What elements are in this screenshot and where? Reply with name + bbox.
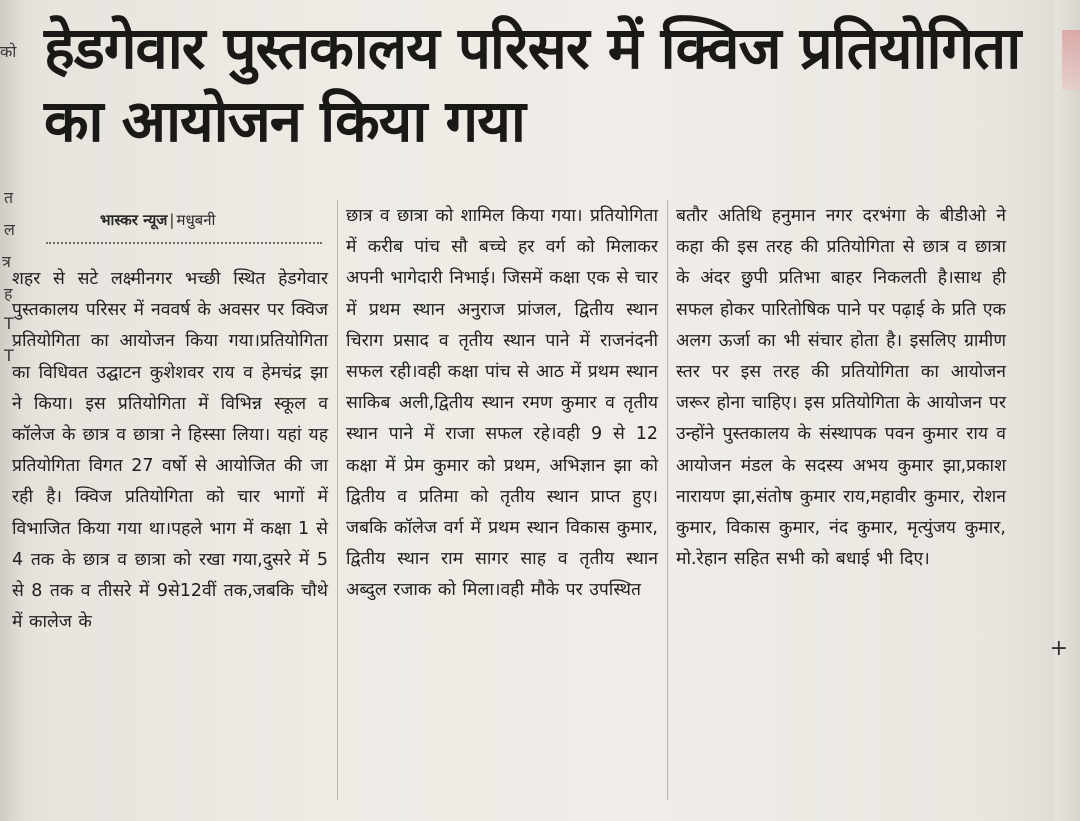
edge-fragment: ल xyxy=(4,220,15,239)
byline-dotted-rule xyxy=(46,242,322,244)
edge-fragment: T xyxy=(4,314,14,333)
article-column-1: शहर से सटे लक्ष्मीनगर भच्छी स्थित हेडगेवार पुस्तकालय परिसर में नववर्ष के अवसर पर क्विज प्रतियोगिता का आयोजन किया गया।प्रतियोगिता का विधिवत उद्घाटन कुशेशवर राय व हेमचंद्र झा ने किया। इस प्रतियोगिता में विभिन्न स्कूल व कॉलेज के छात्र व छात्रा ने हिस्सा लिया। यहां यह प्रतियोगिता विगत 27 वर्षो से आयोजित की जा रही है। क्विज प्रतियोगिता को चार भागों में विभाजित किया गया था।पहले भाग में कक्षा 1 से 4 तक के छात्र व छात्रा को रखा गया,दुसरे में 5 से 8 तक व तीसरे में 9से12वीं तक,जबकि चौथे में कालेज के xyxy=(12,269,328,633)
article-column-3: बतौर अतिथि हनुमान नगर दरभंगा के बीडीओ ने कहा की इस तरह की प्रतियोगिता से छात्र व छात्रा के अंदर छुपी प्रतिभा बाहर निकलती है।साथ ही सफल होकर पारितोषिक पाने पर पढ़ाई के प्रति एक अलग ऊर्जा का भी संचार होता है। इसलिए ग्रामीण स्तर पर इस तरह की प्रतियोगिता का आयोजन जरूर होना चाहिए। इस प्रतियोगिता के आयोजन पर उन्होंने पुस्तकालय के संस्थापक पवन कुमार राय व आयोजन मंडल के सदस्य अभय कुमार झा,प्रकाश नारायण झा,संतोष कुमार राय,महावीर कुमार, रोशन कुमार, विकास कुमार, नंद कुमार, मृत्युंजय कुमार, मो.रेहान सहित सभी को बधाई भी दिए। xyxy=(676,206,1006,570)
edge-fragment: T xyxy=(4,346,14,365)
edge-fragment: त्र xyxy=(2,252,11,271)
byline-city: मधुबनी xyxy=(176,211,216,229)
edge-fragment-top-left: को xyxy=(0,42,17,61)
byline-source: भास्कर न्यूज xyxy=(100,211,168,229)
column-divider xyxy=(337,200,338,800)
edge-fragment: ह xyxy=(4,284,13,303)
adjacent-print-fragment xyxy=(1062,30,1080,90)
article-headline: हेडगेवार पुस्तकालय परिसर में क्विज प्रतियोगिता का आयोजन किया गया xyxy=(44,14,1021,155)
edge-fragment: त xyxy=(4,188,14,207)
column-divider xyxy=(667,200,668,800)
byline-separator: | xyxy=(169,211,175,229)
article-column-2: छात्र व छात्रा को शामिल किया गया। प्रतियोगिता में करीब पांच सौ बच्चे हर वर्ग को मिलाकर अपनी भागेदारी निभाई। जिसमें कक्षा एक से चार में प्रथम स्थान अनुराज प्रांजल, द्वितीय स्थान चिराग प्रसाद व तृतीय स्थान पाने में राजनंदनी सफल रही।वही कक्षा पांच से आठ में प्रथम स्थान साकिब अली,द्वितीय स्थान रमण कुमार व तृतीय स्थान पाने में राजा सफल रहे।वही 9 से 12 कक्षा में प्रेम कुमार को प्रथम, अभिज्ञान झा को द्वितीय व प्रतिमा को तृतीय स्थान प्राप्त हुए। जबकि कॉलेज वर्ग में प्रथम स्थान विकास कुमार, द्वितीय स्थान राम सागर साह व तृतीय स्थान अब्दुल रजाक को मिला।वही मौके पर उपस्थित xyxy=(346,206,658,601)
adjacent-column-edge-right xyxy=(1054,0,1080,821)
article-byline xyxy=(100,210,215,230)
crop-mark-icon: + xyxy=(1049,636,1068,661)
